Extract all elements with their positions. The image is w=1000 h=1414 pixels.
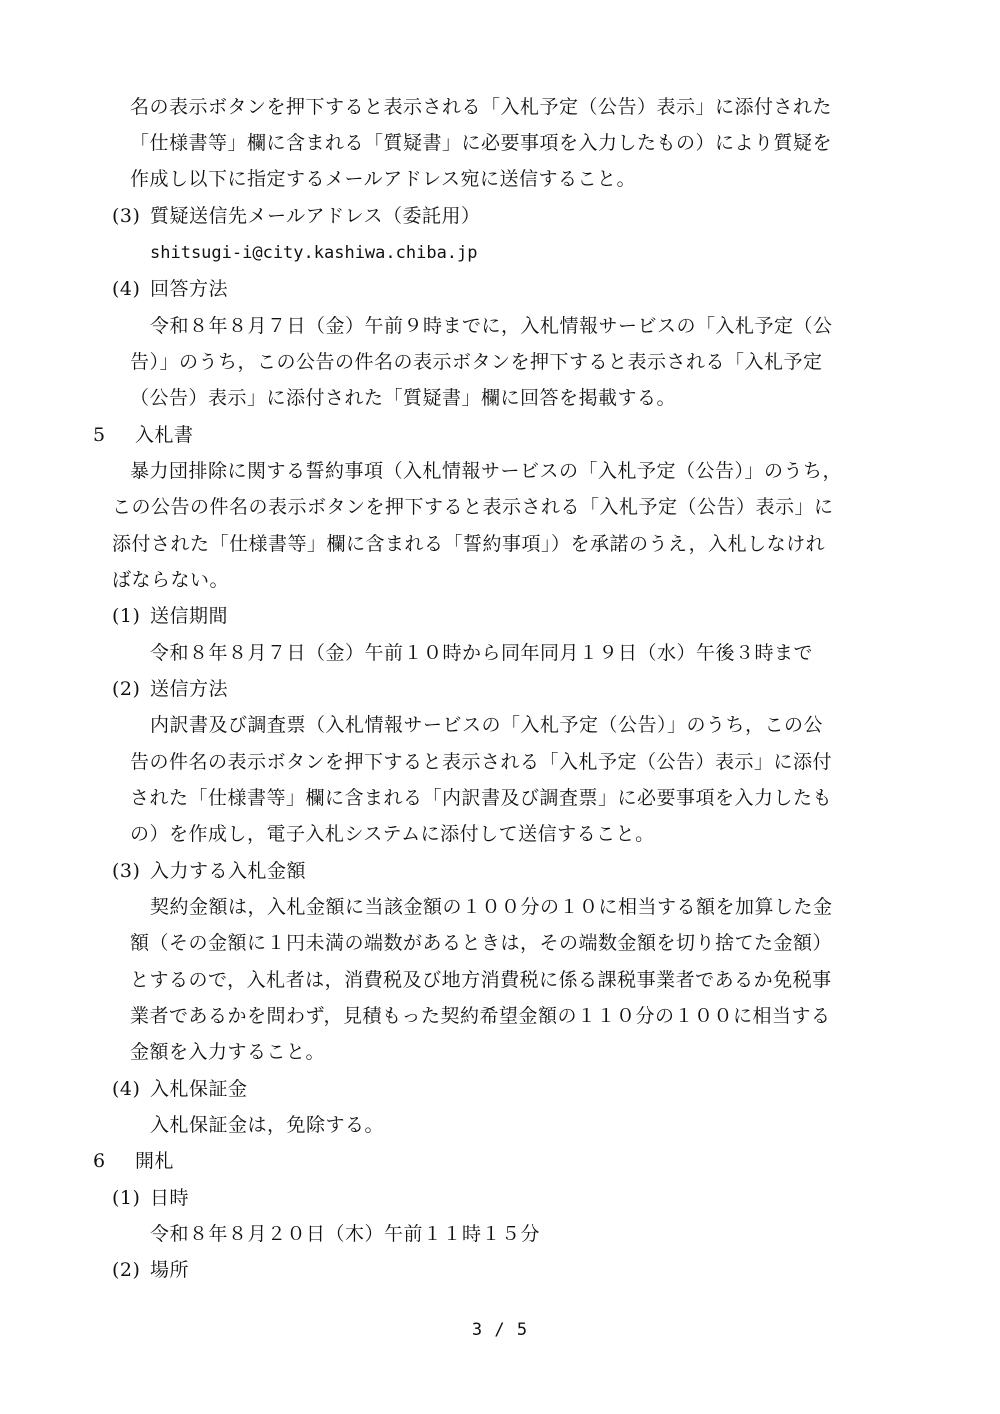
- section-heading-5: [93, 422, 194, 448]
- paragraph-line: （公告）表示」に添付された「質疑書」欄に回答を掲載する。: [130, 387, 677, 409]
- subsection-title: 送信方法: [150, 678, 229, 700]
- paragraph-line: 入札保証金は，免除する。: [150, 1114, 385, 1136]
- section-heading-6: [93, 1148, 174, 1174]
- paragraph-line: 令和８年８月２０日（木）午前１１時１５分: [150, 1223, 541, 1245]
- paragraph-line: の）を作成し，電子入札システムに添付して送信すること。: [130, 823, 655, 845]
- paragraph-line: 暴力団排除に関する誓約事項（入札情報サービスの「入札予定（公告）」のうち，: [130, 460, 843, 482]
- paragraph-line: とするので，入札者は，消費税及び地方消費税に係る課税事業者であるか免税事: [130, 969, 832, 991]
- subsection-number: (4): [112, 278, 141, 300]
- subsection-title: 質疑送信先メールアドレス（委託用）: [150, 205, 481, 227]
- paragraph-line: 令和８年８月７日（金）午前９時までに，入札情報サービスの「入札予定（公: [150, 315, 833, 337]
- subsection-heading-4-4: [112, 276, 228, 302]
- paragraph-line: 契約金額は，入札金額に当該金額の１００分の１０に相当する額を加算した金: [150, 896, 833, 918]
- paragraph-line: 内訳書及び調査票（入札情報サービスの「入札予定（公告）」のうち，この公: [150, 714, 824, 736]
- subsection-title: 送信期間: [150, 605, 229, 627]
- subsection-heading-5-3: [112, 858, 306, 884]
- paragraph-line: この公告の件名の表示ボタンを押下すると表示される「入札予定（公告）表示」に: [112, 496, 834, 518]
- subsection-number: (4): [112, 1078, 141, 1100]
- subsection-number: (3): [112, 860, 141, 882]
- section-number: 5: [93, 424, 106, 446]
- paragraph-line: 名の表示ボタンを押下すると表示される「入札予定（公告）表示」に添付された: [130, 96, 833, 118]
- subsection-title: 日時: [150, 1187, 190, 1209]
- subsection-number: (1): [112, 605, 141, 627]
- subsection-number: (1): [112, 1187, 141, 1209]
- subsection-heading-4-3: [112, 203, 481, 229]
- subsection-heading-5-4: [112, 1076, 248, 1102]
- paragraph-line: 業者であるかを問わず，見積もった契約希望金額の１１０分の１００に相当する: [130, 1005, 831, 1027]
- subsection-title: 入札保証金: [150, 1078, 248, 1100]
- paragraph-line: 告の件名の表示ボタンを押下すると表示される「入札予定（公告）表示」に添付: [130, 751, 833, 773]
- paragraph-line: された「仕様書等」欄に含まれる「内訳書及び調査票」に必要事項を入力したも: [130, 787, 833, 809]
- subsection-heading-6-1: [112, 1185, 189, 1211]
- paragraph-line: ばならない。: [112, 569, 230, 591]
- paragraph-line: 添付された「仕様書等」欄に含まれる「誓約事項」）を承諾のうえ，入札しなけれ: [112, 533, 826, 555]
- section-title: 開札: [135, 1150, 175, 1172]
- subsection-heading-6-2: [112, 1257, 189, 1283]
- subsection-title: 入力する入札金額: [150, 860, 307, 882]
- subsection-number: (3): [112, 205, 141, 227]
- paragraph-line: 「仕様書等」欄に含まれる「質疑書」に必要事項を入力したもの）により質疑を: [130, 132, 833, 154]
- subsection-title: 場所: [150, 1259, 190, 1281]
- paragraph-line: 作成し以下に指定するメールアドレス宛に送信すること。: [130, 168, 637, 190]
- subsection-number: (2): [112, 678, 141, 700]
- email-address: shitsugi-i@city.kashiwa.chiba.jp: [150, 243, 478, 263]
- subsection-title: 回答方法: [150, 278, 229, 300]
- subsection-heading-5-1: [112, 603, 228, 629]
- paragraph-line: 令和８年８月７日（金）午前１０時から同年同月１９日（水）午後３時まで: [150, 642, 814, 664]
- subsection-heading-5-2: [112, 676, 228, 702]
- paragraph-line: 金額を入力すること。: [130, 1041, 326, 1063]
- subsection-number: (2): [112, 1259, 141, 1281]
- page-number: 3 / 5: [471, 1320, 529, 1340]
- section-number: 6: [93, 1150, 106, 1172]
- section-title: 入札書: [135, 424, 194, 446]
- paragraph-line: 告）」のうち，この公告の件名の表示ボタンを押下すると表示される「入札予定: [130, 351, 823, 373]
- paragraph-line: 額（その金額に１円未満の端数があるときは，その端数金額を切り捨てた金額）: [130, 932, 833, 954]
